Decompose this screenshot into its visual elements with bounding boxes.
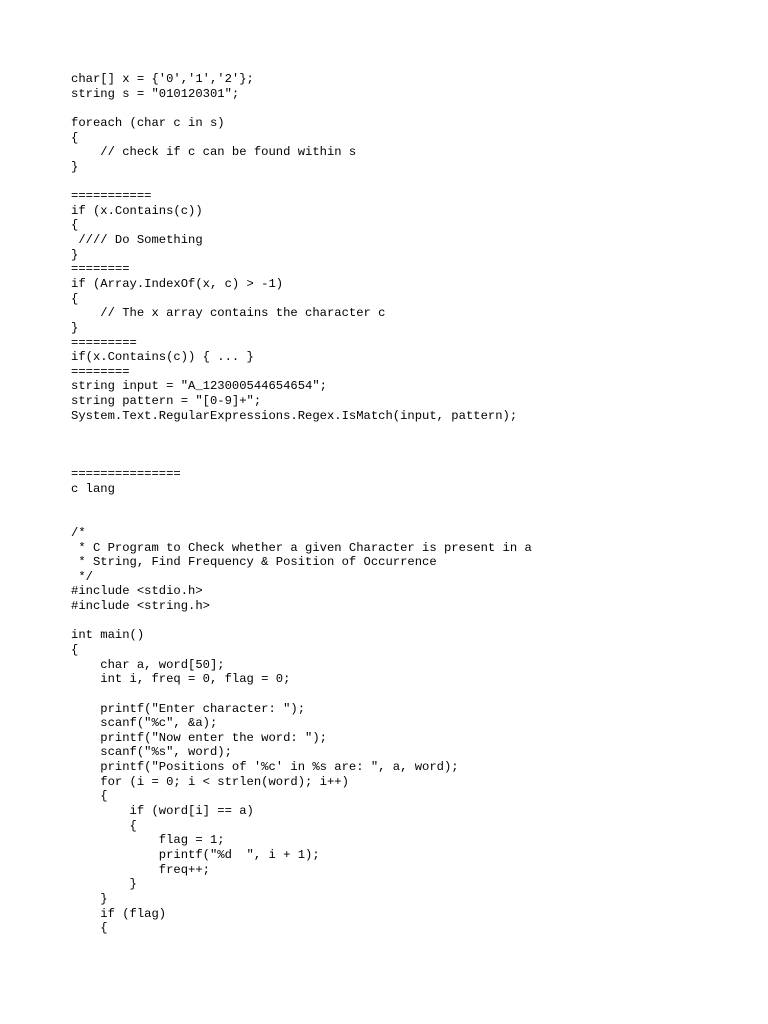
code-line: { bbox=[71, 642, 79, 657]
code-line: if (word[i] == a) bbox=[71, 804, 254, 819]
code-line: char a, word[50]; bbox=[71, 657, 225, 672]
code-line: System.Text.RegularExpressions.Regex.IsMatch(input, pattern); bbox=[71, 408, 518, 423]
code-line: ======== bbox=[71, 364, 130, 379]
code-line: scanf("%c", &a); bbox=[71, 716, 218, 731]
code-line bbox=[71, 174, 751, 189]
code-line bbox=[71, 687, 751, 702]
code-line: { bbox=[71, 818, 137, 833]
code-line: string pattern = "[0-9]+"; bbox=[71, 394, 262, 409]
code-line: =============== bbox=[71, 467, 181, 482]
code-line: } bbox=[71, 877, 137, 892]
code-line: printf("Now enter the word: "); bbox=[71, 730, 327, 745]
code-line: * C Program to Check whether a given Character is present in a bbox=[71, 540, 532, 555]
code-line bbox=[71, 511, 751, 526]
code-line: c lang bbox=[71, 481, 115, 496]
code-line bbox=[71, 423, 751, 438]
code-line: if (flag) bbox=[71, 906, 167, 921]
code-line: for (i = 0; i < strlen(word); i++) bbox=[71, 774, 349, 789]
code-line bbox=[71, 438, 751, 453]
code-line: =========== bbox=[71, 189, 152, 204]
code-line: string s = "010120301"; bbox=[71, 86, 240, 101]
code-line: /* bbox=[71, 525, 86, 540]
code-line: // check if c can be found within s bbox=[71, 145, 357, 160]
code-line: printf("%d ", i + 1); bbox=[71, 847, 320, 862]
code-line: } bbox=[71, 159, 79, 174]
code-line: * String, Find Frequency & Position of Occurrence bbox=[71, 555, 437, 570]
code-line: } bbox=[71, 247, 79, 262]
document-page bbox=[71, 72, 751, 936]
code-line: string input = "A_123000544654654"; bbox=[71, 379, 327, 394]
code-line: { bbox=[71, 130, 79, 145]
code-line: scanf("%s", word); bbox=[71, 745, 232, 760]
code-line: } bbox=[71, 320, 79, 335]
code-line: if (x.Contains(c)) bbox=[71, 203, 203, 218]
code-line: if (Array.IndexOf(x, c) > -1) bbox=[71, 276, 284, 291]
code-line: flag = 1; bbox=[71, 833, 225, 848]
code-line: // The x array contains the character c bbox=[71, 306, 386, 321]
code-line: printf("Enter character: "); bbox=[71, 701, 306, 716]
code-line: foreach (char c in s) bbox=[71, 115, 225, 130]
code-line: int main() bbox=[71, 628, 145, 643]
code-line bbox=[71, 497, 751, 512]
code-line: if(x.Contains(c)) { ... } bbox=[71, 350, 254, 365]
code-line: char[] x = {'0','1','2'}; bbox=[71, 72, 254, 86]
code-line: { bbox=[71, 218, 79, 233]
code-line: } bbox=[71, 891, 108, 906]
code-line: */ bbox=[71, 569, 93, 584]
code-line bbox=[71, 453, 751, 468]
code-line bbox=[71, 614, 751, 629]
code-line: int i, freq = 0, flag = 0; bbox=[71, 672, 291, 687]
code-line: printf("Positions of '%c' in %s are: ", a, word); bbox=[71, 760, 459, 775]
code-line bbox=[71, 101, 751, 116]
code-line: ======== bbox=[71, 262, 130, 277]
code-line: //// Do Something bbox=[71, 233, 203, 248]
code-listing bbox=[71, 72, 751, 936]
code-line: #include <stdio.h> bbox=[71, 584, 203, 599]
code-line: #include <string.h> bbox=[71, 599, 210, 614]
code-line: ========= bbox=[71, 335, 137, 350]
code-line: { bbox=[71, 921, 108, 936]
code-line: { bbox=[71, 789, 108, 804]
code-line: { bbox=[71, 291, 79, 306]
code-line: freq++; bbox=[71, 862, 210, 877]
